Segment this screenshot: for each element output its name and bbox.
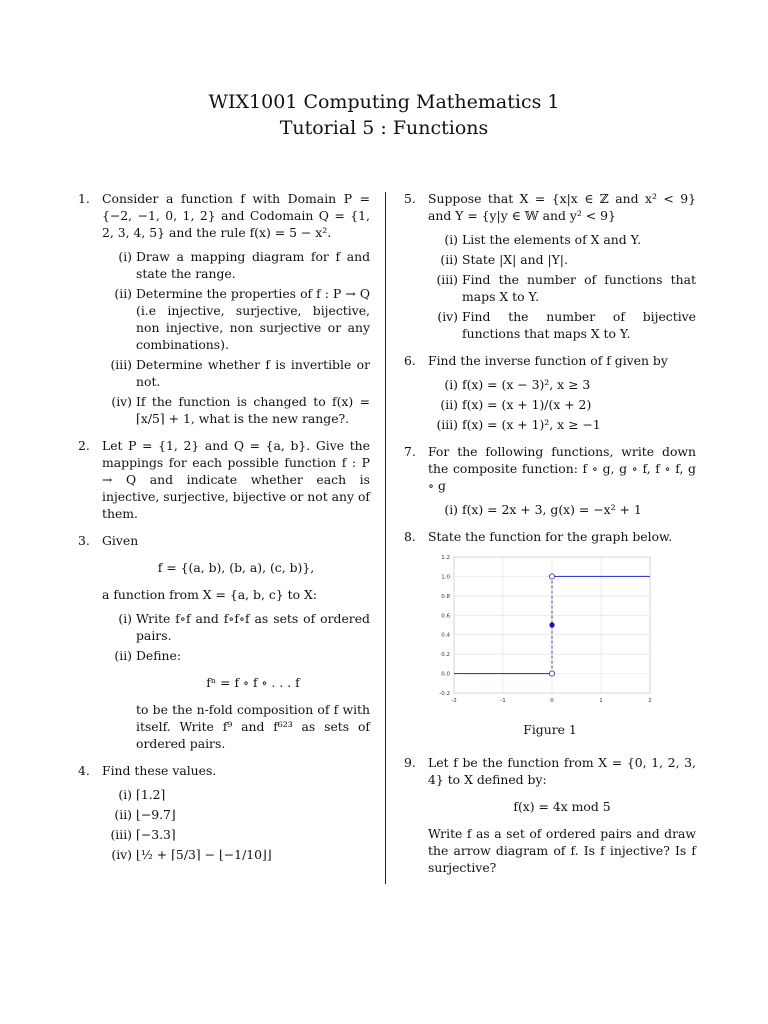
question-text: Suppose that X = {x|x ∈ ℤ and x² < 9} and Y = {y|y ∈ 𝕎 and y² < 9} — [428, 191, 696, 223]
open-point — [549, 574, 554, 579]
x-tick-label: 1 — [599, 698, 603, 704]
equation: fⁿ = f ∘ f ∘ . . . f — [206, 675, 300, 690]
subquestion: (ii) Define: fⁿ = f ∘ f ∘ . . . f to be the n-fold composition of f with itself. Write f⁹ and f⁶²³ as sets of ordered pairs. — [114, 648, 370, 751]
subquestion: (iii) Find the number of functions that maps X to Y. — [436, 272, 696, 304]
question-text: Write f as a set of ordered pairs and draw the arrow diagram of f. Is f injective? Is f surjective? — [428, 826, 696, 875]
left-column — [78, 190, 370, 873]
y-tick-label: 1.2 — [441, 555, 450, 561]
question-6 — [404, 352, 696, 433]
y-tick-label: 0.4 — [441, 632, 450, 639]
question-4 — [78, 762, 370, 863]
course-title: WIX1001 Computing Mathematics 1 — [208, 91, 560, 113]
subquestion: (i) Write f∘f and f∘f∘f as sets of ordered pairs. — [118, 611, 370, 643]
x-tick-label: -2 — [451, 698, 457, 704]
y-tick-label: 0.6 — [441, 613, 450, 620]
subquestion: (i) f(x) = (x − 3)², x ≥ 3 — [444, 377, 591, 392]
tutorial-title: Tutorial 5 : Functions — [279, 117, 489, 139]
y-tick-label: 1.0 — [441, 574, 450, 581]
subquestion: (i) Draw a mapping diagram for f and state the range. — [118, 249, 370, 281]
subquestion: (i) List the elements of X and Y. — [444, 232, 642, 247]
y-tick-label: -0.2 — [439, 691, 450, 697]
question-9 — [404, 754, 696, 876]
subquestion: (iv) If the function is changed to f(x) = ⌈x/5⌉ + 1, what is the new range?. — [111, 394, 370, 426]
x-tick-label: -1 — [500, 698, 506, 704]
x-tick-label: 0 — [550, 698, 554, 704]
question-text: For the following functions, write down the composite function: f ∘ g, g ∘ f, f ∘ f, g ∘ g — [428, 444, 696, 493]
subquestion: (iii) f(x) = (x + 1)², x ≥ −1 — [436, 417, 601, 432]
filled-point — [549, 622, 554, 627]
question-number: 3. — [78, 533, 90, 548]
subquestion: (iii) Determine whether f is invertible or not. — [110, 357, 370, 389]
y-tick-label: 0.8 — [441, 593, 450, 600]
question-text: Find the inverse function of f given by — [428, 353, 668, 368]
question-1 — [78, 190, 370, 427]
question-7 — [404, 443, 696, 518]
question-text: Let P = {1, 2} and Q = {a, b}. Give the mappings for each possible function f : P → Q and indicate whether each is injective, surjective, bijective or not any of them. — [102, 438, 370, 521]
y-tick-label: 0.2 — [441, 652, 450, 659]
subquestion: (ii) State |X| and |Y|. — [440, 252, 568, 267]
question-5 — [404, 190, 696, 342]
question-text: Find these values. — [102, 763, 217, 778]
question-number: 7. — [404, 444, 416, 459]
question-number: 2. — [78, 438, 90, 453]
subquestion: (ii) f(x) = (x + 1)/(x + 2) — [440, 397, 592, 412]
equation: f = {(a, b), (b, a), (c, b)}, — [157, 560, 315, 575]
question-number: 4. — [78, 763, 90, 778]
question-text: State the function for the graph below. — [428, 529, 673, 544]
subquestion: (i) f(x) = 2x + 3, g(x) = −x² + 1 — [444, 502, 642, 517]
question-number: 8. — [404, 529, 416, 544]
figure-caption: Figure 1 — [523, 722, 577, 737]
question-number: 6. — [404, 353, 416, 368]
question-2 — [78, 437, 370, 522]
y-tick-label: 0.0 — [441, 671, 450, 678]
subquestion: (i) ⌈1.2⌉ — [118, 787, 166, 802]
open-point — [549, 671, 554, 676]
question-text: Given — [102, 533, 139, 548]
question-number: 9. — [404, 755, 416, 770]
question-number: 5. — [404, 191, 416, 206]
subquestion: (iv) ⌊½ + ⌈5/3⌉ − ⌊−1/10⌋⌋ — [111, 847, 272, 862]
question-8 — [404, 528, 696, 545]
question-number: 1. — [78, 191, 90, 206]
question-text: a function from X = {a, b, c} to X: — [102, 587, 317, 602]
right-column — [404, 190, 696, 886]
question-text: Let f be the function from X = {0, 1, 2, 3, 4} to X defined by: — [428, 755, 696, 787]
equation: f(x) = 4x mod 5 — [513, 799, 611, 814]
question-text: Consider a function f with Domain P = {−2, −1, 0, 1, 2} and Codomain Q = {1, 2, 3, 4, 5} and the rule f(x) = 5 − x². — [102, 191, 370, 240]
subquestion: (iii) ⌈−3.3⌉ — [110, 827, 176, 842]
subquestion: (ii) ⌊−9.7⌋ — [114, 807, 176, 822]
step-function-graph — [404, 551, 654, 709]
subquestion: (iv) Find the number of bijective functions that maps X to Y. — [437, 309, 696, 341]
figure-1 — [404, 551, 696, 713]
question-text: to be the n-fold composition of f with itself. Write f⁹ and f⁶²³ as sets of ordered pairs. — [136, 702, 370, 751]
column-divider — [385, 192, 386, 884]
subquestion: (ii) Determine the properties of f : P → Q (i.e injective, surjective, bijective, non injective, non surjective or any combinations). — [114, 286, 370, 352]
x-tick-label: 2 — [648, 698, 652, 704]
question-3 — [78, 532, 370, 752]
